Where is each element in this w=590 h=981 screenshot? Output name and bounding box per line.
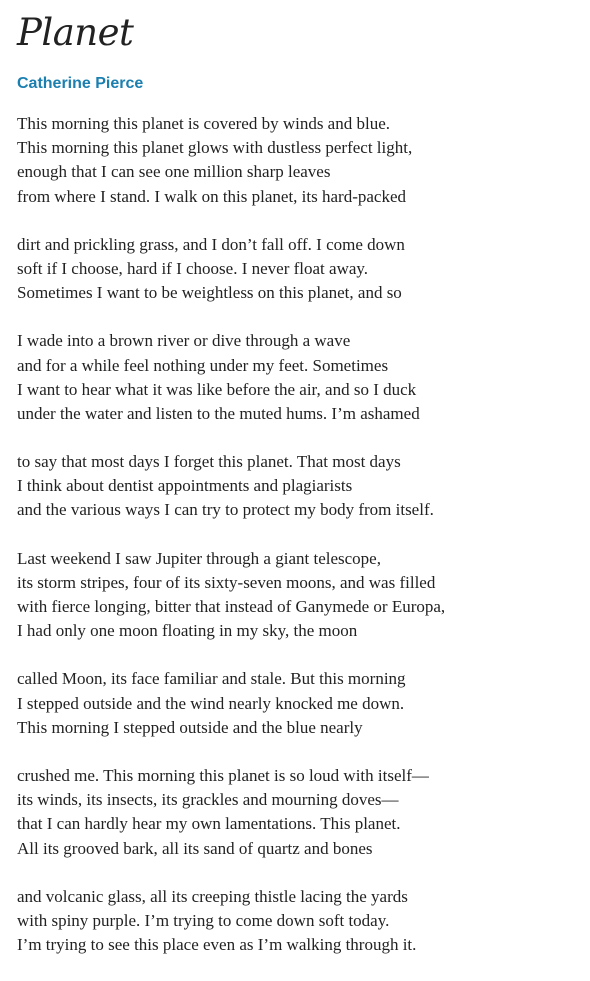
poem-line: and for a while feel nothing under my feet. Sometimes <box>17 355 389 375</box>
poem-stanza <box>17 547 582 644</box>
poem-author[interactable]: Catherine Pierce <box>17 75 144 92</box>
poem-line: its storm stripes, four of its sixty-seven moons, and was filled <box>17 572 436 592</box>
poem-title: Planet <box>17 11 134 54</box>
poem-stanza <box>17 450 582 523</box>
poem-line: I think about dentist appointments and plagiarists <box>17 476 353 496</box>
poem-line: and volcanic glass, all its creeping thistle lacing the yards <box>17 886 408 906</box>
poem-stanza <box>17 233 582 306</box>
poem-line: its winds, its insects, its grackles and mourning doves— <box>17 790 399 810</box>
poem-line: with spiny purple. I’m trying to come down soft today. <box>17 910 390 930</box>
poem-stanza <box>17 667 582 740</box>
poem-page <box>17 0 582 981</box>
poem-line: This morning this planet is covered by winds and blue. <box>17 114 390 133</box>
poem-line: Sometimes I want to be weightless on this planet, and so <box>17 283 402 303</box>
poem-line: called Moon, its face familiar and stale. But this morning <box>17 669 406 689</box>
poem-stanza <box>17 885 582 958</box>
poem-line: dirt and prickling grass, and I don’t fall off. I come down <box>17 234 405 254</box>
poem-stanza <box>17 764 582 861</box>
poem-line: crushed me. This morning this planet is so loud with itself— <box>17 765 429 785</box>
poem-line: from where I stand. I walk on this planet, its hard-packed <box>17 186 406 206</box>
poem-line: I wade into a brown river or dive through a wave <box>17 331 351 351</box>
poem-line: soft if I choose, hard if I choose. I never float away. <box>17 258 369 278</box>
poem-line: This morning this planet glows with dustless perfect light, <box>17 138 413 158</box>
poem-line: enough that I can see one million sharp leaves <box>17 162 331 182</box>
poem-line: with fierce longing, bitter that instead of Ganymede or Europa, <box>17 597 446 616</box>
poem-line: under the water and listen to the muted hums. I’m ashamed <box>17 403 420 423</box>
poem-line: Last weekend I saw Jupiter through a giant telescope, <box>17 548 381 568</box>
poem-line: This morning I stepped outside and the blue nearly <box>17 717 363 737</box>
poem-stanza <box>17 329 582 426</box>
poem-line: and the various ways I can try to protect my body from itself. <box>17 500 434 520</box>
poem-line: I’m trying to see this place even as I’m walking through it. <box>17 935 417 955</box>
poem-stanza <box>17 112 582 209</box>
poem-line: I stepped outside and the wind nearly knocked me down. <box>17 693 405 713</box>
poem-line: that I can hardly hear my own lamentations. This planet. <box>17 814 401 834</box>
poem-line: All its grooved bark, all its sand of quartz and bones <box>17 838 373 858</box>
poem-line: I want to hear what it was like before the air, and so I duck <box>17 379 417 399</box>
poem-body <box>17 112 582 957</box>
poem-line: I had only one moon floating in my sky, the moon <box>17 621 358 641</box>
poem-line: to say that most days I forget this planet. That most days <box>17 452 401 472</box>
